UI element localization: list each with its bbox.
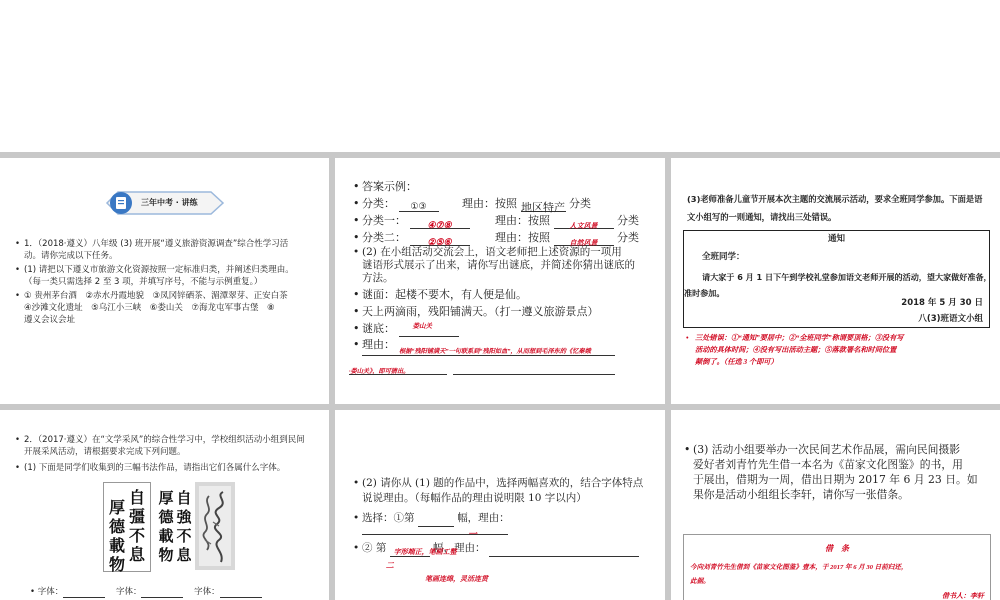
- slide-3[interactable]: [671, 158, 1000, 404]
- choice-1-reason-line[interactable]: [362, 534, 508, 535]
- answer-value: 娄山关: [412, 323, 432, 330]
- riddle-line: • 天上两滴雨，残阳铺满天。（打一遵义旅游景点）: [362, 303, 599, 320]
- callig-1-char-2: 彊: [128, 509, 145, 526]
- q2a-text: • (1) 下面是同学们收集到的三幅书法作品，请指出它们各属什么字体。: [24, 462, 324, 474]
- q-choose-text: [362, 476, 662, 506]
- q2-intro-line-1: • 2．（2017·遵义）在“文学采风”的综合性学习中，学校组织活动小组到民间: [24, 435, 305, 445]
- choice-2-reason-field[interactable]: [489, 544, 639, 557]
- calligraphy-1: [103, 482, 151, 572]
- callig-2-char-6: 德: [158, 510, 174, 526]
- iou-signature: 借书人：李轩: [942, 592, 984, 600]
- cursive-script-icon: [195, 482, 235, 570]
- callig-2-char-1: 自: [176, 491, 192, 507]
- font-field-2[interactable]: [141, 588, 183, 598]
- q3-line-2: 文小组写的一则通知，请找出三处错误。: [687, 212, 837, 222]
- q1-line-1: • 1．（2018·遵义）八年级 (3) 班开展“遵义旅游资源调查”综合性学习活: [24, 239, 289, 249]
- choice-2-answer: 字形端正，笔画工整: [393, 548, 457, 556]
- slide-6[interactable]: [671, 410, 1000, 600]
- font-field-1[interactable]: [63, 588, 105, 598]
- q2-intro: [24, 434, 324, 458]
- reason-field-line-1[interactable]: [362, 355, 615, 356]
- font-bullet: •: [30, 587, 36, 597]
- q3-line-1: (3)老师准备儿童节开展本次主题的交流展示活动，要求全班同学参加。下面是语: [687, 194, 983, 204]
- callig-2-char-3: 不: [176, 529, 192, 545]
- answer-row: [362, 320, 459, 337]
- riddle-face: • 谜面：起楼不要木，有人便是仙。: [362, 286, 527, 303]
- callig-1-char-5: 厚: [108, 500, 125, 517]
- category-2-row: [362, 229, 662, 246]
- callig-2-char-8: 物: [158, 548, 174, 564]
- category-value: ①③: [399, 199, 439, 212]
- callig-1-char-8: 物: [108, 557, 125, 574]
- resource-items: [24, 290, 324, 326]
- reason-field-line-2a[interactable]: [349, 374, 447, 375]
- q1a-line-1: • (1) 请把以下遵义市旅游文化资源按照一定标准归类，并阐述归类理由。: [24, 265, 294, 275]
- category-1-field[interactable]: [410, 216, 470, 229]
- category-label: 分类：: [362, 197, 395, 210]
- callig-2-char-2: 強: [176, 510, 192, 526]
- q2-line-3: 方法。: [362, 272, 394, 284]
- choice-2-row: [362, 540, 639, 570]
- category-1-suffix: 分类: [617, 214, 639, 227]
- callig-1-char-3: 不: [128, 528, 145, 545]
- calligraphy-2-col-left: [158, 490, 174, 566]
- slide-4[interactable]: [0, 410, 329, 600]
- category-2-suffix: 分类: [617, 231, 639, 244]
- callig-2-char-4: 息: [176, 548, 192, 564]
- iou-question: [693, 442, 993, 502]
- reason-1-field[interactable]: [554, 216, 614, 229]
- reason-2-field[interactable]: [554, 233, 614, 246]
- choice-1-label: 选择：①第: [362, 512, 415, 524]
- q2-intro-line-2: 开展采风活动，请根据要求完成下列问题。: [24, 447, 186, 457]
- choice-answer-3: 笔画连绵，灵活连贯: [425, 575, 488, 583]
- iou-question-line-2: 爱好者刘青竹先生借一本名为《苗家文化图鉴》的书，用: [693, 458, 963, 471]
- font-label-1: 字体：: [37, 587, 64, 597]
- category-1-row: [362, 212, 662, 229]
- items-line-1: • ① 贵州茅台酒 ②赤水丹霞地貌 ③凤冈锌硒茶、湄潭翠芽、正安白茶: [24, 291, 288, 301]
- callig-2-char-7: 載: [158, 529, 174, 545]
- notice-answer-1: • 三处错误：①“通知”要居中；②“全班同学”称谓要顶格；③没有写: [695, 334, 904, 342]
- iou-answer-box: [683, 534, 991, 600]
- notice-body-2: 准时参加。: [684, 288, 725, 298]
- font-answer-row: [30, 586, 262, 598]
- choice-1-row: [362, 510, 510, 539]
- font-label-3: 字体：: [194, 587, 220, 597]
- reason-answer-2: ·娄山关》，即可猜出。: [349, 368, 410, 375]
- q1-text: [24, 238, 324, 262]
- reason-1-answer: 人文风景: [569, 222, 598, 230]
- q-choose-line-1: • (2) 请你从 (1) 题的作品中，选择两幅喜欢的，结合字体特点: [362, 477, 644, 489]
- iou-question-line-1: • (3) 活动小组要举办一次民间艺术作品展，需向民间摄影: [693, 443, 961, 456]
- notice-date: 2018 年 5 月 30 日: [901, 298, 983, 308]
- choice-2-label: ② 第: [362, 542, 387, 554]
- category-suffix: 分类: [569, 197, 591, 210]
- notice-box: [683, 230, 990, 328]
- slide-2[interactable]: [335, 158, 665, 404]
- category-2-answer: ②⑤⑥: [427, 237, 452, 247]
- calligraphy-1-col-left: [108, 499, 126, 575]
- reason-answer-1: 根据“残阳铺满天”一句联系到“残阳如血”，从而想到毛泽东的《忆秦娥: [399, 348, 591, 355]
- choice-1-field[interactable]: [418, 514, 477, 539]
- choice-2-number: 二: [385, 561, 394, 570]
- category-2-field[interactable]: [410, 233, 470, 246]
- notice-greeting: 全班同学：: [702, 252, 745, 262]
- notice-answer: [695, 332, 995, 368]
- q1a-text: [24, 264, 324, 288]
- iou-body: [690, 561, 986, 589]
- q3-text: [687, 190, 992, 226]
- reason-2-label: 理由：按照: [495, 231, 550, 244]
- reason-question-label: • 理由：: [362, 336, 395, 353]
- q1-line-2: 动。请你完成以下任务。: [24, 251, 118, 261]
- q2-text: [362, 246, 662, 285]
- reason-2-answer: 自然风景: [569, 239, 598, 247]
- font-label-2: 字体：: [115, 587, 142, 597]
- slide-5[interactable]: [335, 410, 665, 600]
- callig-1-char-6: 德: [108, 519, 125, 536]
- q2-line-1: • (2) 在小组活动交流会上，语文老师把上述资源的一项用: [362, 246, 622, 258]
- q-choose-line-2: 说说理由。（每幅作品的理由说明限 10 字以内）: [362, 492, 587, 504]
- reason-label: 理由：按照: [462, 197, 517, 210]
- choice-1-number: 一: [467, 529, 477, 539]
- items-line-2: ④沙滩文化遗址 ⑤乌江小三峡 ⑥娄山关 ⑦海龙屯军事古堡 ⑧: [24, 303, 275, 313]
- iou-question-line-3: 于展出，借期为一周，借出日期为 2017 年 6 月 23 日。如: [693, 473, 978, 486]
- category-1-answer: ④⑦⑧: [427, 220, 452, 230]
- q1a-line-2: （每一类只需选择 2 至 3 项，并填写序号，不能与示例重复。）: [24, 277, 263, 287]
- choice-1-reason-label: 幅，理由：: [457, 512, 510, 524]
- notice-body-1: 请大家于 6 月 1 日下午到学校礼堂参加语文老师开展的活动，望大家做好准备，: [702, 272, 992, 282]
- section-badge: [105, 190, 225, 216]
- iou-question-line-4: 果你是活动小组组长李轩，请你写一张借条。: [693, 488, 909, 501]
- answer-example: • 答案示例：: [362, 178, 417, 195]
- category-row: [362, 195, 662, 212]
- category-2-label: 分类二：: [362, 231, 406, 244]
- reason-value: 地区特产: [521, 201, 565, 214]
- iou-body-1: 今向刘青竹先生借到《苗家文化图鉴》壹本，于 2017 年 6 月 30 日前归还，: [690, 564, 908, 571]
- iou-body-2: 此据。: [690, 578, 710, 585]
- items-line-3: 遵义会议会址: [24, 315, 76, 325]
- answer-label: 谜底：: [362, 322, 395, 335]
- reason-1-label: 理由：按照: [495, 214, 550, 227]
- badge-label: 三年中考 · 讲练: [141, 198, 198, 207]
- reason-field-line-2b[interactable]: [453, 374, 615, 375]
- q2-line-2: 谜语形式展示了出来，请你写出谜底，并简述你猜出谜底的: [362, 259, 635, 271]
- calligraphy-3-cursive-image: [195, 482, 235, 570]
- callig-1-char-1: 自: [128, 490, 145, 507]
- font-field-3[interactable]: [220, 588, 262, 598]
- answer-field[interactable]: [399, 324, 459, 337]
- notice-title: 通知: [827, 234, 845, 244]
- iou-title: 借 条: [825, 544, 849, 553]
- notice-answer-2: 活动的具体时间；④没有写出活动主题；⑤落款署名和时间位置: [695, 346, 897, 354]
- calligraphy-2: [156, 488, 192, 570]
- choice-2-reason-label: 幅，理由：: [433, 542, 486, 554]
- calligraphy-2-col-right: [176, 490, 192, 566]
- calligraphy-1-col-right: [128, 489, 146, 565]
- callig-2-char-5: 厚: [158, 491, 174, 507]
- top-blank-area: [0, 0, 1000, 152]
- notice-answer-3: 颠倒了。（任选 3 个即可）: [695, 358, 778, 366]
- notice-signature: 八(3)班语文小组: [918, 314, 983, 324]
- choice-2-field[interactable]: [385, 544, 457, 570]
- slide-grid: [0, 152, 1000, 600]
- callig-1-char-7: 載: [108, 538, 125, 555]
- category-1-label: 分类一：: [362, 214, 406, 227]
- slide-1[interactable]: [0, 158, 329, 404]
- callig-1-char-4: 息: [128, 547, 145, 564]
